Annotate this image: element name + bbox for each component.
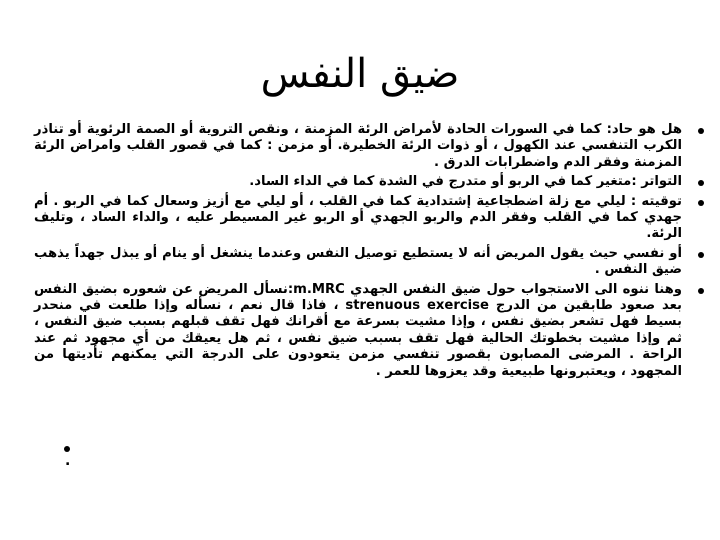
bullet-dot-icon	[698, 288, 704, 294]
term-strenuous-exercise: strenuous exercise	[345, 298, 489, 314]
bullet-text: هل هو حاد: كما في السورات الحادة لأمراض الرئة المزمنة ، ونقص التروية أو الصمة الرئوية أو تناذر الكرب التنفسي عند الكهول ، أو ذوات الرئة الخطيرة. أو مزمن : كما في قصور القلب وامراض الرئة المزمنة وفقر الدم واضطرابات الدرق .	[34, 122, 682, 170]
slide-title: ضيق النفس	[260, 51, 460, 97]
bullet-list	[34, 122, 706, 383]
bullet-text: التواتر :متغير كما في الربو أو متدرج في الشدة كما في الداء الساد.	[249, 174, 682, 190]
bullet-text-middle: :نسأل المريض عن شعوره بضيق النفس بعد صعود طابقين من الدرج	[34, 281, 682, 314]
bullet-text: توقيته : ليلي مع زلة اضطجاعية إشتدادية كما في القلب ، أو ليلي مع أزيز وسعال كما في الربو . أم جهدي كما في القلب وفقر الدم والربو الجهدي أو الربو غير المسيطر عليه ، والداء الساد ، وتليف الرئة.	[34, 193, 682, 242]
bullet-dot-icon	[698, 252, 704, 258]
bullet-text: أو نفسي حيث يقول المريض أنه لا يستطيع توصيل النفس وعندما ينشغل أو ينام أو يبذل جهداً يذهب ضيق النفس .	[34, 245, 682, 278]
bullet-dot-icon	[698, 200, 704, 206]
bullet-item-frequency	[34, 174, 706, 190]
bullet-dot-icon	[698, 128, 704, 134]
bullet-item-mmrc	[34, 282, 706, 380]
empty-bullet	[58, 446, 88, 476]
trailing-period: .	[65, 453, 71, 469]
bullet-dot-icon	[698, 180, 704, 186]
bullet-text-after: ، فاذا قال نعم ، نسأله وإذا طلعت في منحدر بسيط فهل تشعر بضيق نفس ، وإذا مشيت بسرعة مع أقرانك فهل تقف قبلهم بسبب ضيق النفس ، ثم وإذا مشيت بخطوتك الحالية فهل تقف بسبب ضيق نفس ، ثم هل يعيقك من أي مجهود ثم عند الراحة . المرضى المصابون بقصور تنفسي مزمن يتعودون على الدرجة التي يمكنهم تأديتها من المجهود ، ويعتبرونها طبيعية وقد يعزوها للعمر .	[34, 298, 682, 379]
bullet-text-before: وهنا ننوه الى الاستجواب حول ضيق النفس الجهدي	[344, 281, 683, 297]
bullet-item-timing	[34, 194, 706, 243]
bullet-item-duration	[34, 122, 706, 171]
bullet-item-psychogenic	[34, 246, 706, 279]
bullet-dot-icon	[64, 446, 70, 452]
term-mmrc: m.MRC	[293, 281, 345, 297]
